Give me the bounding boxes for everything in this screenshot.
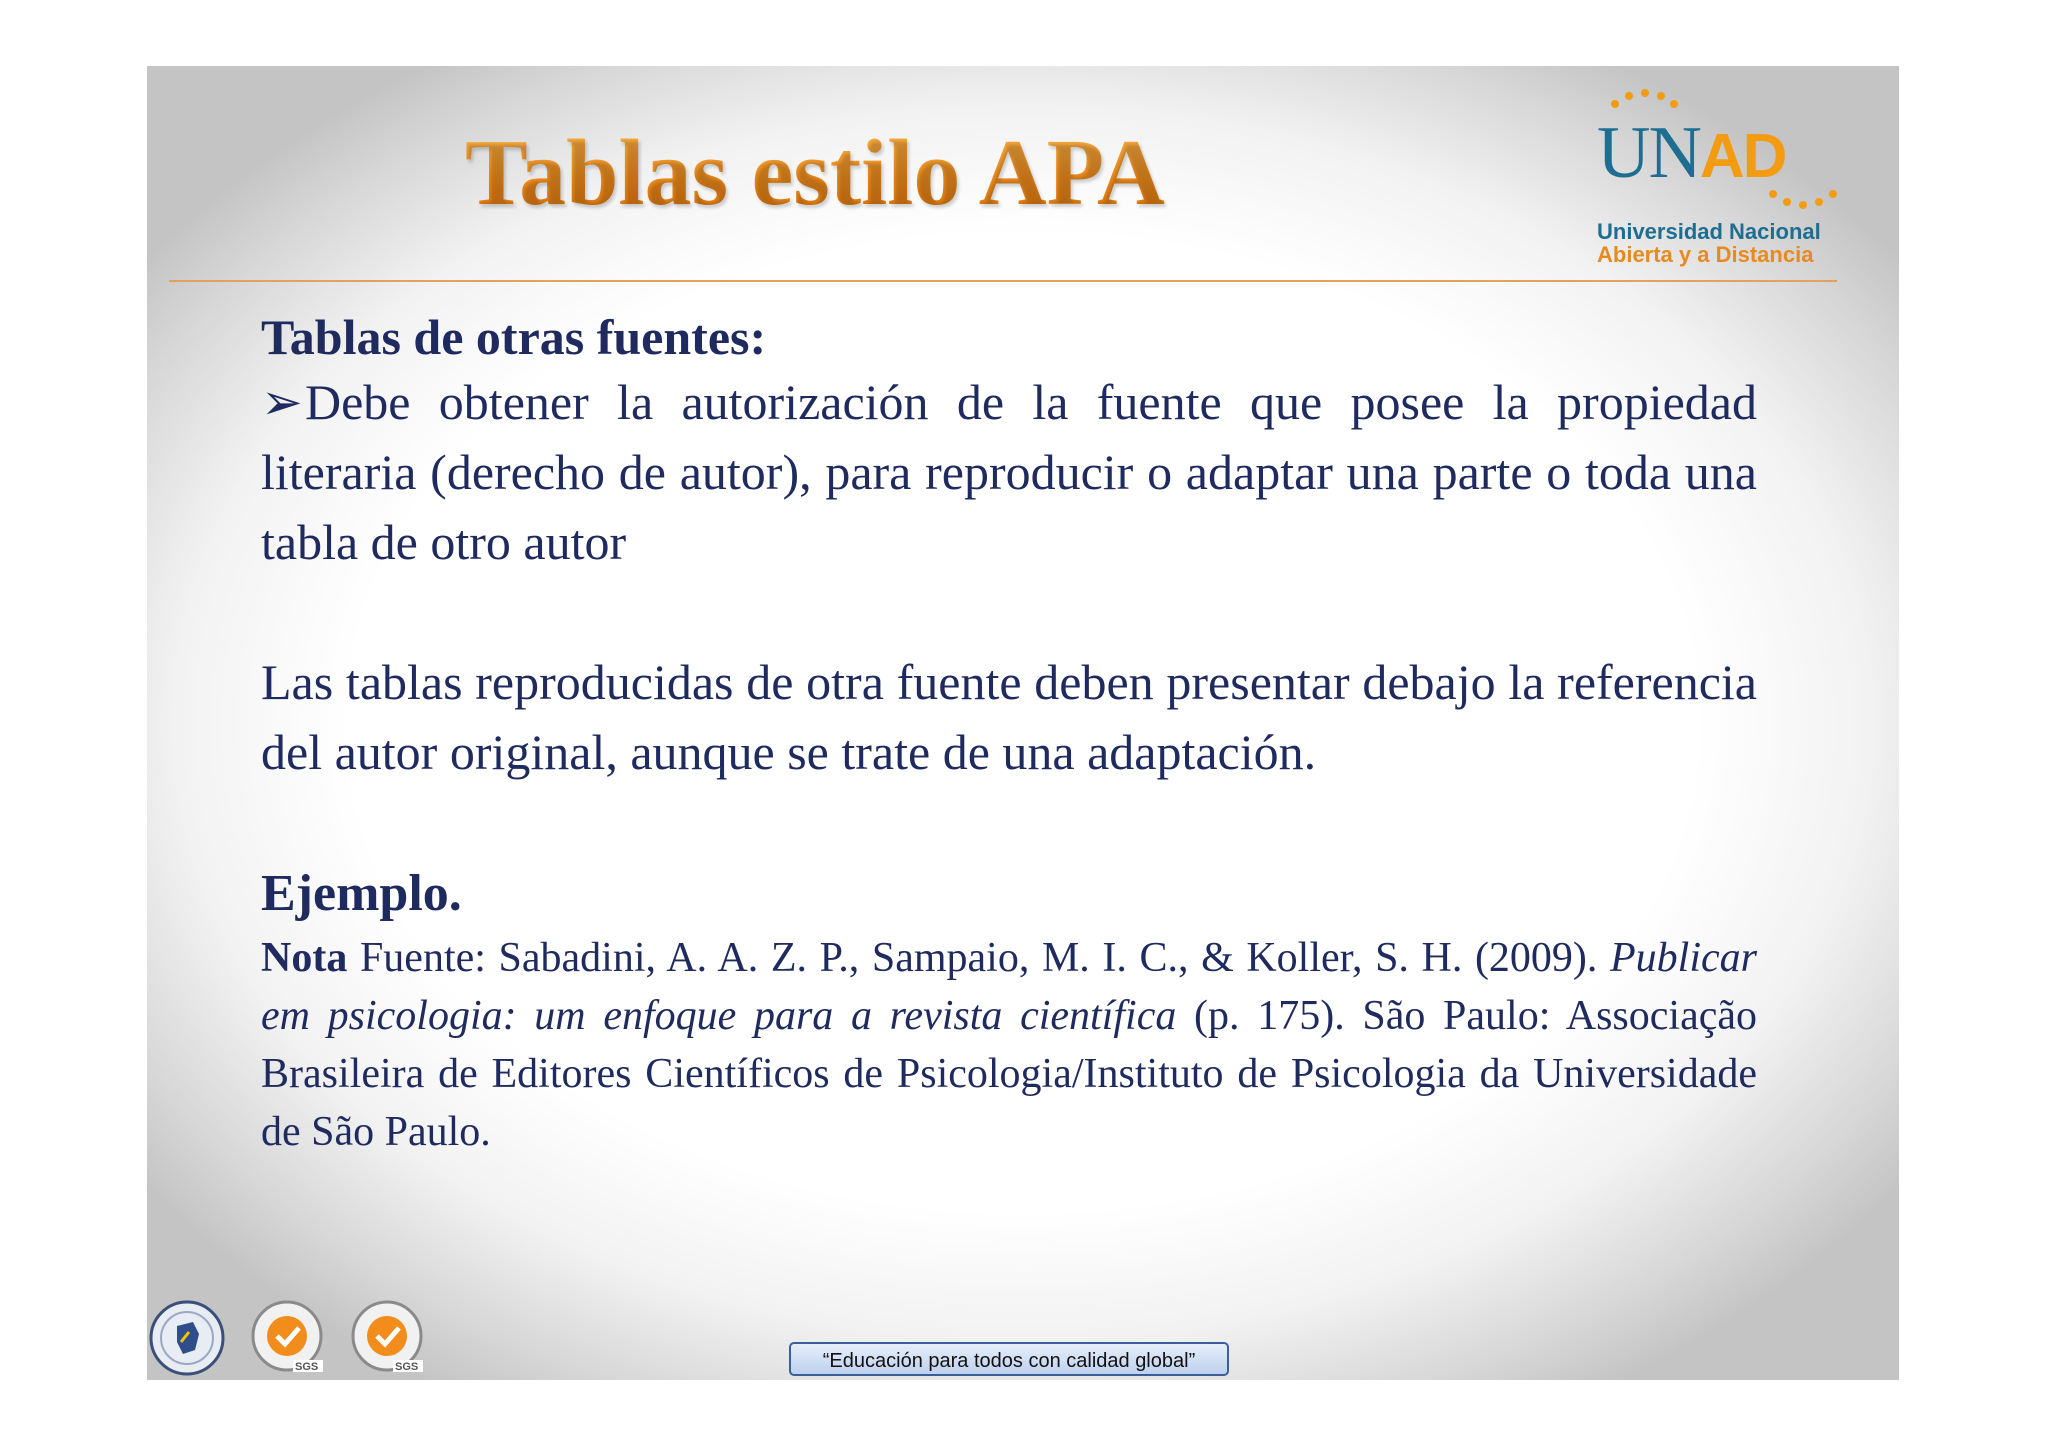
logo-wordmark (1597, 112, 1786, 194)
logo-line-2: Abierta y a Distancia (1597, 242, 1814, 267)
reference-note (261, 929, 1757, 1161)
sgs-certification-icon (247, 1298, 327, 1378)
svg-text:SGS: SGS (395, 1361, 419, 1373)
note-text-after: (p. 175). São Paulo: Associação Brasileira de Editores Científicos de Psicologia/Instituto de Psicologia da Universidade de São Paulo. (261, 992, 1758, 1155)
section-heading: Tablas de otras fuentes: (261, 309, 767, 365)
title-divider (169, 280, 1837, 282)
unad-logo (1597, 76, 1847, 266)
slide-body (261, 309, 1757, 1161)
sgs-certification-icon (347, 1298, 427, 1378)
slide-title: Tablas estilo APA (465, 126, 1325, 220)
colombia-seal-icon (147, 1298, 227, 1378)
example-heading: Ejemplo. (261, 864, 462, 922)
note-label: Nota (261, 934, 348, 981)
logo-wordmark-un: UN (1597, 112, 1700, 194)
bullet-text: Debe obtener la autorización de la fuente que posee la propiedad literaria (derecho de autor), para reproducir o adaptar una parte o toda una tabla de otro autor (261, 373, 1757, 570)
note-text-before: Fuente: Sabadini, A. A. Z. P., Sampaio, M. I. C., & Koller, S. H. (2009). (359, 934, 1611, 981)
logo-wordmark-ad: AD (1699, 122, 1786, 191)
note-italic-title: Publicar em psicologia: um enfoque para a revista científica (261, 934, 1758, 1039)
arrow-bullet-icon: ➢ (261, 373, 303, 430)
bullet-item (261, 367, 1757, 577)
footer-slogan: “Educación para todos con calidad global” (789, 1342, 1229, 1376)
body-paragraph: Las tablas reproducidas de otra fuente deben presentar debajo la referencia del autor original, aunque se trate de una adaptación. (261, 653, 1757, 780)
logo-line-1: Universidad Nacional (1597, 219, 1821, 244)
svg-text:SGS: SGS (295, 1361, 319, 1373)
slide (147, 66, 1899, 1380)
